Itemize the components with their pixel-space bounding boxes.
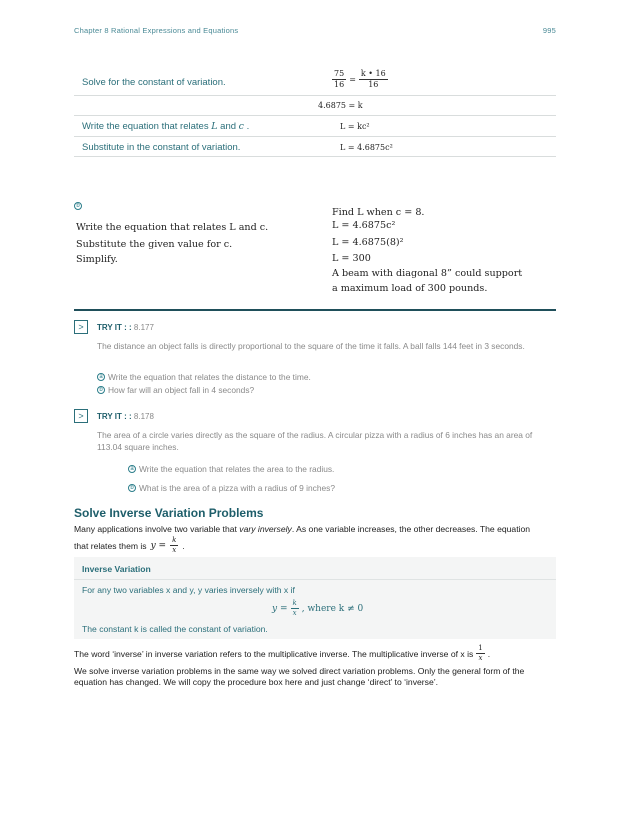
para-text: . — [487, 648, 491, 659]
para-text: that relates them is — [74, 540, 147, 551]
table-divider — [74, 95, 556, 96]
conclusion-line: a maximum load of 300 pounds. — [332, 283, 488, 294]
section-title: Solve Inverse Variation Problems — [74, 506, 264, 520]
frac-den: x — [478, 654, 483, 662]
try-it-item — [97, 384, 254, 396]
table-divider — [74, 156, 556, 157]
circle-b-icon: b — [97, 386, 105, 394]
step-right: L = 4.6875c² — [332, 220, 396, 231]
label-text: . — [244, 121, 250, 132]
frac-den: x — [172, 546, 177, 554]
formula-lhs: y = — [150, 540, 167, 551]
formula-condition: , where k ≠ 0 — [301, 603, 364, 614]
frac-den: x — [292, 609, 297, 617]
step-right: L = 300 — [332, 253, 371, 264]
frac-num: k • 16 — [360, 69, 386, 78]
paragraph — [74, 645, 490, 662]
page-number: 995 — [542, 26, 556, 35]
formula-lhs: y = — [272, 603, 288, 614]
part-b-marker — [74, 194, 82, 212]
table-row-label — [82, 121, 249, 132]
frac-num: 1 — [478, 644, 483, 652]
frac-num: 75 — [334, 69, 345, 78]
section-paragraph-line2 — [74, 537, 185, 554]
table-row-math: L = 4.6875c² — [340, 143, 393, 152]
step-right: L = 4.6875(8)² — [332, 237, 404, 248]
example-end-rule — [74, 309, 556, 311]
try-it-toggle[interactable] — [74, 320, 88, 334]
definition-line: The constant k is called the constant of variation. — [82, 624, 268, 634]
try-it-label: TRY IT : : — [97, 412, 132, 421]
try-it-heading — [97, 323, 154, 332]
para-text: The word ‘inverse’ in inverse variation refers to the multiplicative inverse. The multiplicative inverse of x is — [74, 648, 474, 659]
try-it-item — [128, 463, 334, 475]
label-text: and — [217, 121, 239, 132]
frac-num: k — [292, 599, 297, 607]
try-it-item-text: Write the equation that relates the distance to the time. — [108, 372, 311, 382]
var-L: L — [211, 121, 218, 132]
frac-den: 16 — [334, 80, 345, 89]
circle-a-icon: a — [97, 373, 105, 381]
part-b-find: Find L when c = 8. — [332, 207, 425, 218]
definition-box-divider — [74, 579, 556, 580]
para-text: Many applications involve two variable that — [74, 524, 240, 534]
try-it-number: 8.177 — [133, 323, 154, 332]
definition-box — [74, 557, 556, 639]
conclusion-line: A beam with diagonal 8” could support — [332, 268, 523, 279]
table-row-label: Substitute in the constant of variation. — [82, 142, 241, 153]
try-it-item-text: Write the equation that relates the area to the radius. — [139, 464, 335, 474]
var-c: c — [238, 121, 244, 132]
definition-box-title: Inverse Variation — [82, 564, 151, 574]
try-it-toggle[interactable] — [74, 409, 88, 423]
equals-sign: = — [349, 75, 356, 84]
table-row-center-math: 4.6875 = k — [318, 101, 363, 110]
try-it-label: TRY IT : : — [97, 323, 132, 332]
circle-b-icon: b — [74, 202, 82, 210]
try-it-heading — [97, 412, 154, 421]
para-emphasis: vary inversely — [239, 524, 292, 534]
frac-den: 16 — [368, 80, 379, 89]
paragraph: We solve inverse variation problems in the same way we solved direct variation problems. Only the general form of the equation has changed. We will copy the procedure box here and just change ‘direct’ to ‘inverse’. — [74, 666, 525, 687]
step-left: Substitute the given value for c. — [76, 239, 233, 250]
frac-num: k — [172, 536, 177, 544]
try-it-item-text: What is the area of a pizza with a radius of 9 inches? — [139, 483, 335, 493]
table-divider — [74, 136, 556, 137]
table-row-label: Solve for the constant of variation. — [82, 77, 226, 88]
circle-b-icon: b — [128, 484, 136, 492]
para-text: . — [182, 540, 185, 551]
step-left: Write the equation that relates L and c. — [76, 222, 269, 233]
table-row-math: L = kc² — [340, 122, 370, 131]
try-it-text: The distance an object falls is directly proportional to the square of the time it falls. A ball falls 144 feet in 3 seconds. — [97, 341, 525, 351]
circle-a-icon: a — [128, 465, 136, 473]
chevron-right-icon: > — [78, 411, 84, 421]
try-it-text: The area of a circle varies directly as the square of the radius. A circular pizza with a radius of 6 inches has an area of 113.04 square inches. — [97, 430, 533, 452]
label-text: Write the equation that relates — [82, 121, 212, 132]
section-paragraph — [74, 522, 556, 536]
para-text: . As one variable increases, the other decreases. The equation — [291, 524, 531, 534]
chapter-header: Chapter 8 Rational Expressions and Equations — [74, 26, 239, 35]
definition-formula — [272, 600, 363, 617]
try-it-item-text: How far will an object fall in 4 seconds? — [108, 385, 255, 395]
table-row-math — [332, 70, 388, 89]
try-it-item — [97, 371, 311, 383]
try-it-item — [128, 482, 335, 494]
try-it-number: 8.178 — [133, 412, 154, 421]
chevron-right-icon: > — [78, 322, 84, 332]
definition-line: For any two variables x and y, y varies inversely with x if — [82, 585, 295, 595]
step-left: Simplify. — [76, 254, 118, 265]
table-divider — [74, 115, 556, 116]
